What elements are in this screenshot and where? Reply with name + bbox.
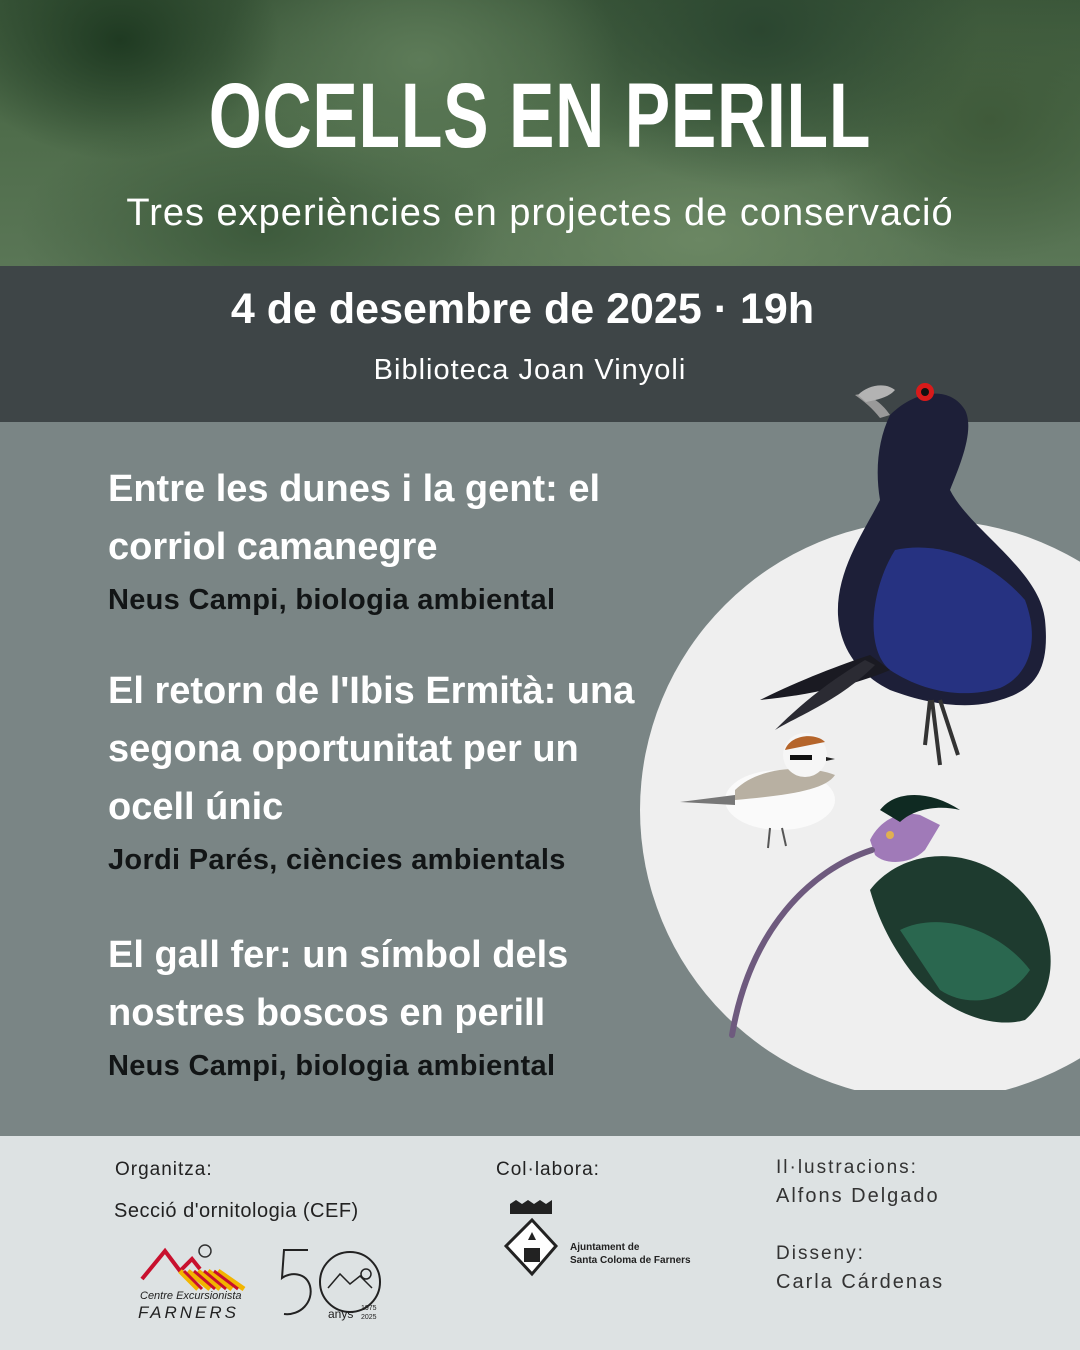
bird-illustrations: [640, 370, 1080, 1090]
organiza-name: Secció d'ornitologia (CEF): [114, 1200, 359, 1222]
talk-2-title: El retorn de l'Ibis Ermità: una segona oportunitat per un ocell únic: [108, 670, 635, 828]
poster-subtitle: Tres experiències en projectes de conservació: [126, 192, 954, 234]
cef-logo-line2: FARNERS: [138, 1303, 239, 1322]
ajuntament-crest-logo: [500, 1198, 560, 1286]
talk-1-speaker: Neus Campi, biologia ambiental: [108, 584, 556, 616]
talk-3-speaker: Neus Campi, biologia ambiental: [108, 1050, 556, 1082]
talk-2: [108, 662, 648, 876]
design-label: Disseny:: [776, 1243, 865, 1264]
illustrations-label: Il·lustracions:: [776, 1157, 918, 1178]
design-name: Carla Cárdenas: [776, 1271, 945, 1293]
talk-3-title: El gall fer: un símbol dels nostres boscos en perill: [108, 934, 569, 1034]
illustrations-name: Alfons Delgado: [776, 1185, 940, 1207]
talks-list: [108, 460, 648, 1132]
organiza-label: Organitza:: [115, 1159, 213, 1180]
collabora-label: Col·labora:: [496, 1159, 600, 1180]
talk-2-speaker: Jordi Parés, ciències ambientals: [108, 844, 566, 876]
anniversary-word: anys: [328, 1307, 354, 1321]
talk-1: [108, 460, 648, 616]
ajuntament-line1: Ajuntament de: [570, 1242, 640, 1253]
header-forest-background: [0, 0, 1080, 266]
event-date-time: 4 de desembre de 2025 · 19h: [230, 285, 815, 333]
ajuntament-line2: Santa Coloma de Farners: [570, 1255, 691, 1266]
cef-logo-line1: Centre Excursionista: [140, 1290, 242, 1302]
cef-mountain-logo: [140, 1241, 250, 1291]
event-venue: Biblioteca Joan Vinyoli: [373, 354, 687, 386]
talk-1-title: Entre les dunes i la gent: el corriol camanegre: [108, 468, 601, 568]
anniversary-year-start: 1975: [361, 1305, 377, 1312]
anniversary-year-end: 2025: [361, 1314, 377, 1321]
poster-title: OCELLS EN PERILL: [208, 65, 872, 167]
footer: [0, 1136, 1080, 1350]
talk-3: [108, 926, 648, 1082]
